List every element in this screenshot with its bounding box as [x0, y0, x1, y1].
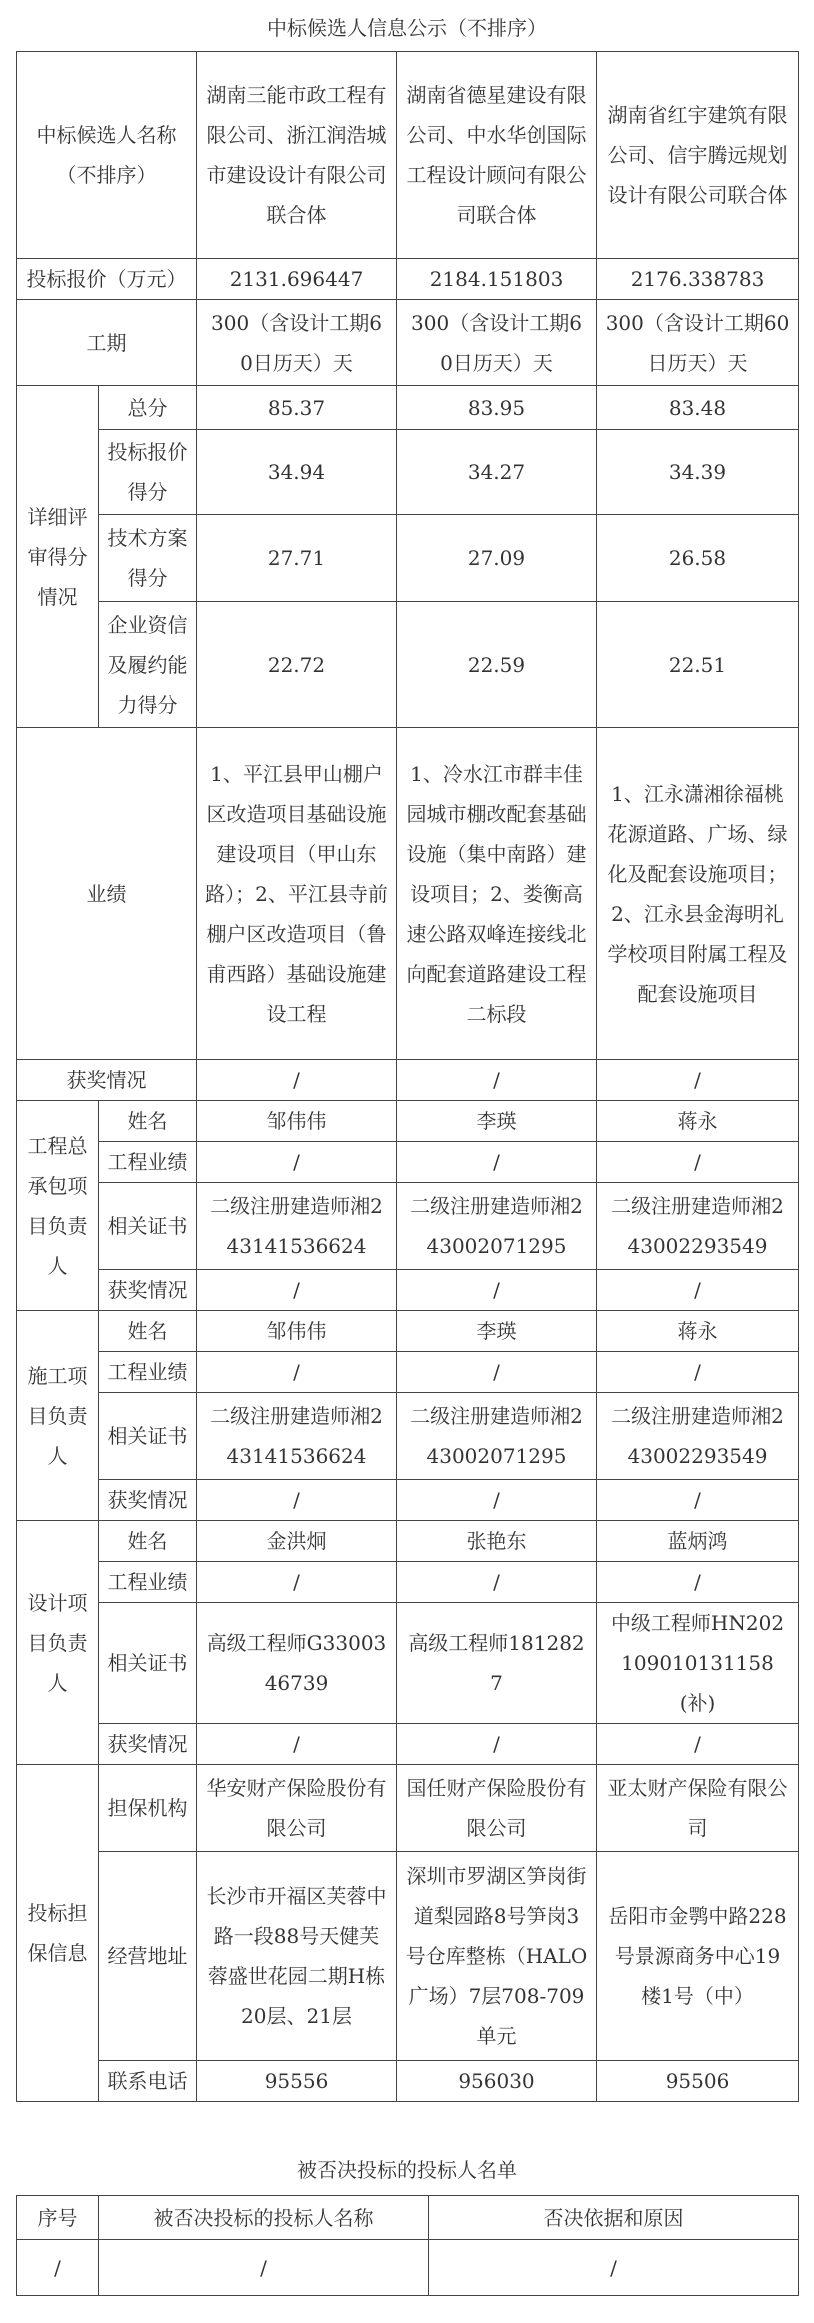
awards-row	[17, 1060, 799, 1101]
guarantee-field-value: 华安财产保险股份有限公司	[197, 1765, 397, 1852]
manager-field-value: /	[397, 1270, 597, 1311]
score-label: 投标报价得分	[99, 430, 197, 515]
manager-field-value: /	[597, 1480, 799, 1521]
candidate-name: 湖南省红宇建筑有限公司、信宇腾远规划设计有限公司联合体	[597, 52, 799, 259]
rejected-title: 被否决投标的投标人名单	[297, 2158, 517, 2182]
period-row	[17, 300, 799, 386]
score-value: 22.72	[197, 602, 397, 728]
rejected-header: 被否决投标的投标人名称	[99, 2196, 429, 2240]
page-title: 中标候选人信息公示（不排序）	[267, 16, 547, 40]
manager-field-value: /	[197, 1480, 397, 1521]
rejected-header: 序号	[17, 2196, 99, 2240]
score-value: 83.95	[397, 386, 597, 430]
manager-row	[17, 1142, 799, 1183]
manager-field-value: 二级注册建造师湘243002293549	[597, 1183, 799, 1270]
period-label: 工期	[17, 300, 197, 386]
manager-row	[17, 1480, 799, 1521]
manager-field-value: /	[597, 1352, 799, 1393]
performance-value: 1、平江县甲山棚户区改造项目基础设施建设项目（甲山东路）；2、平江县寺前棚户区改造项目（鲁甫西路）基础设施建设工程	[197, 728, 397, 1060]
manager-field-value: /	[197, 1724, 397, 1765]
performance-value: 1、江永潇湘徐福桃花源道路、广场、绿化及配套设施项目；2、江永县金海明礼学校项目附属工程及配套设施项目	[597, 728, 799, 1060]
manager-field-value: 邹伟伟	[197, 1101, 397, 1142]
score-value: 27.71	[197, 515, 397, 602]
awards-label: 获奖情况	[17, 1060, 197, 1101]
manager-field-value: 金洪炯	[197, 1521, 397, 1562]
bid-label: 投标报价（万元）	[17, 259, 197, 300]
manager-field-label: 相关证书	[99, 1393, 197, 1480]
manager-field-value: /	[597, 1270, 799, 1311]
manager-field-value: 二级注册建造师湘243002071295	[397, 1393, 597, 1480]
manager-field-value: /	[597, 1724, 799, 1765]
rejected-row	[17, 2240, 799, 2296]
manager-field-value: 邹伟伟	[197, 1311, 397, 1352]
guarantee-field-value: 深圳市罗湖区笋岗街道梨园路8号笋岗3号仓库整栋（HALO广场）7层708-709单元	[397, 1852, 597, 2061]
score-label: 技术方案得分	[99, 515, 197, 602]
bid-price: 2176.338783	[597, 259, 799, 300]
manager-row	[17, 1101, 799, 1142]
score-value: 83.48	[597, 386, 799, 430]
awards-value: /	[597, 1060, 799, 1101]
period-value: 300（含设计工期60日历天）天	[197, 300, 397, 386]
score-value: 34.27	[397, 430, 597, 515]
period-value: 300（含设计工期60日历天）天	[597, 300, 799, 386]
manager-group-label: 施工项目负责人	[17, 1311, 99, 1521]
score-value: 22.51	[597, 602, 799, 728]
manager-field-label: 获奖情况	[99, 1270, 197, 1311]
guarantee-field-value: 95556	[197, 2061, 397, 2102]
manager-field-label: 工程业绩	[99, 1562, 197, 1603]
manager-field-value: 二级注册建造师湘243141536624	[197, 1393, 397, 1480]
manager-field-value: 蓝炳鸿	[597, 1521, 799, 1562]
performance-value: 1、冷水江市群丰佳园城市棚改配套基础设施（集中南路）建设项目；2、娄衡高速公路双峰连接线北向配套道路建设工程二标段	[397, 728, 597, 1060]
guarantee-field-label: 联系电话	[99, 2061, 197, 2102]
manager-field-value: 二级注册建造师湘243002071295	[397, 1183, 597, 1270]
score-group-label: 详细评审得分情况	[17, 386, 99, 728]
candidate-name: 湖南三能市政工程有限公司、浙江润浩城市建设设计有限公司联合体	[197, 52, 397, 259]
period-value: 300（含设计工期60日历天）天	[397, 300, 597, 386]
manager-field-value: /	[197, 1562, 397, 1603]
score-row	[17, 602, 799, 728]
guarantee-row	[17, 1852, 799, 2061]
rejected-cell: /	[17, 2240, 99, 2296]
manager-field-value: 李瑛	[397, 1101, 597, 1142]
awards-value: /	[397, 1060, 597, 1101]
candidate-name: 湖南省德星建设有限公司、中水华创国际工程设计顾问有限公司联合体	[397, 52, 597, 259]
manager-field-label: 获奖情况	[99, 1480, 197, 1521]
guarantee-field-value: 956030	[397, 2061, 597, 2102]
guarantee-field-value: 长沙市开福区芙蓉中路一段88号天健芙蓉盛世花园二期H栋20层、21层	[197, 1852, 397, 2061]
manager-field-label: 相关证书	[99, 1183, 197, 1270]
manager-field-value: /	[197, 1142, 397, 1183]
manager-field-value: 中级工程师HN202109010131158(补)	[597, 1603, 799, 1724]
score-value: 34.39	[597, 430, 799, 515]
awards-value: /	[197, 1060, 397, 1101]
guarantee-row	[17, 2061, 799, 2102]
manager-row	[17, 1562, 799, 1603]
score-row	[17, 515, 799, 602]
manager-field-label: 姓名	[99, 1311, 197, 1352]
manager-row	[17, 1311, 799, 1352]
manager-row	[17, 1521, 799, 1562]
manager-row	[17, 1352, 799, 1393]
manager-row	[17, 1603, 799, 1724]
rejected-header: 否决依据和原因	[429, 2196, 799, 2240]
performance-label: 业绩	[17, 728, 197, 1060]
score-value: 34.94	[197, 430, 397, 515]
guarantee-field-label: 经营地址	[99, 1852, 197, 2061]
performance-row	[17, 728, 799, 1060]
manager-field-value: /	[397, 1142, 597, 1183]
score-label: 总分	[99, 386, 197, 430]
guarantee-field-value: 国任财产保险股份有限公司	[397, 1765, 597, 1852]
score-label: 企业资信及履约能力得分	[99, 602, 197, 728]
manager-field-value: /	[597, 1562, 799, 1603]
rejected-table	[16, 2195, 799, 2296]
bid-price-row	[17, 259, 799, 300]
manager-field-label: 工程业绩	[99, 1352, 197, 1393]
guarantee-group-label: 投标担保信息	[17, 1765, 99, 2102]
guarantee-field-value: 岳阳市金鹗中路228号景源商务中心19楼1号（中）	[597, 1852, 799, 2061]
score-value: 22.59	[397, 602, 597, 728]
score-value: 85.37	[197, 386, 397, 430]
score-row	[17, 386, 799, 430]
manager-field-value: 二级注册建造师湘243002293549	[597, 1393, 799, 1480]
manager-field-value: 蒋永	[597, 1311, 799, 1352]
score-value: 26.58	[597, 515, 799, 602]
manager-field-value: /	[397, 1562, 597, 1603]
manager-field-value: /	[197, 1270, 397, 1311]
manager-field-label: 相关证书	[99, 1603, 197, 1724]
score-row	[17, 430, 799, 515]
manager-field-label: 获奖情况	[99, 1724, 197, 1765]
score-value: 27.09	[397, 515, 597, 602]
manager-field-value: 蒋永	[597, 1101, 799, 1142]
bid-price: 2131.696447	[197, 259, 397, 300]
manager-field-value: 张艳东	[397, 1521, 597, 1562]
guarantee-field-value: 亚太财产保险有限公司	[597, 1765, 799, 1852]
manager-field-value: /	[597, 1142, 799, 1183]
manager-row	[17, 1270, 799, 1311]
manager-field-label: 工程业绩	[99, 1142, 197, 1183]
manager-field-value: /	[397, 1724, 597, 1765]
manager-field-value: 高级工程师G3300346739	[197, 1603, 397, 1724]
candidate-info-table	[16, 51, 799, 2102]
bid-price: 2184.151803	[397, 259, 597, 300]
guarantee-field-value: 95506	[597, 2061, 799, 2102]
rejected-cell: /	[429, 2240, 799, 2296]
rejected-header-row	[17, 2196, 799, 2240]
manager-field-label: 姓名	[99, 1521, 197, 1562]
manager-field-label: 姓名	[99, 1101, 197, 1142]
guarantee-field-label: 担保机构	[99, 1765, 197, 1852]
manager-group-label: 设计项目负责人	[17, 1521, 99, 1765]
manager-group-label: 工程总承包项目负责人	[17, 1101, 99, 1311]
manager-field-value: 二级注册建造师湘243141536624	[197, 1183, 397, 1270]
manager-field-value: /	[197, 1352, 397, 1393]
rejected-cell: /	[99, 2240, 429, 2296]
candidate-label: 中标候选人名称（不排序）	[17, 52, 197, 259]
manager-row	[17, 1393, 799, 1480]
manager-field-value: 李瑛	[397, 1311, 597, 1352]
manager-row	[17, 1183, 799, 1270]
manager-field-value: 高级工程师1812827	[397, 1603, 597, 1724]
manager-row	[17, 1724, 799, 1765]
candidate-name-row	[17, 52, 799, 259]
manager-field-value: /	[397, 1480, 597, 1521]
guarantee-row	[17, 1765, 799, 1852]
manager-field-value: /	[397, 1352, 597, 1393]
